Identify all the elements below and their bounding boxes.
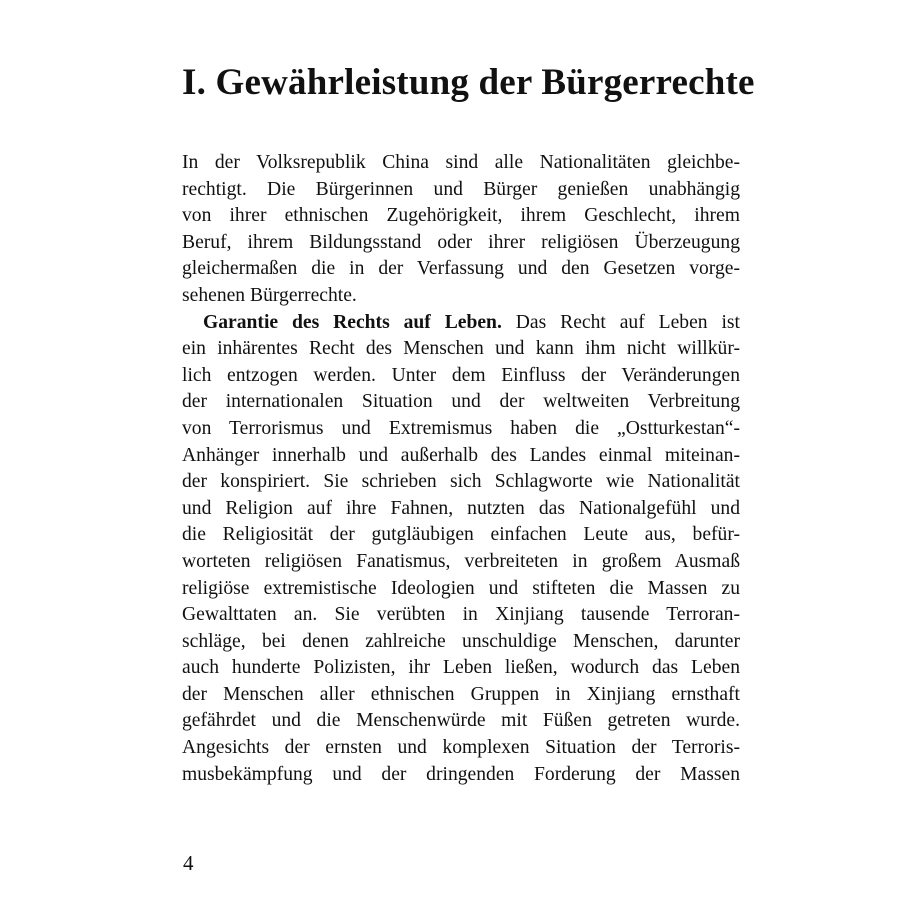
paragraph-2-line: ein inhärentes Recht des Menschen und kann ihm nicht willkür- bbox=[182, 338, 740, 360]
paragraph-2-line: der internationalen Situation und der weltweiten Verbreitung bbox=[182, 391, 740, 413]
paragraph-1-line: Beruf, ihrem Bildungsstand oder ihrer religiösen Überzeugung bbox=[182, 231, 740, 253]
paragraph-2-line: die Religiosität der gutgläubigen einfachen Leute aus, befür- bbox=[182, 524, 740, 546]
paragraph-2-line: religiöse extremistische Ideologien und stifteten die Massen zu bbox=[182, 577, 740, 599]
paragraph-1-line: rechtigt. Die Bürgerinnen und Bürger genießen unabhängig bbox=[182, 178, 740, 200]
paragraph-2-line: und Religion auf ihre Fahnen, nutzten das Nationalgefühl und bbox=[182, 497, 740, 519]
body-text bbox=[182, 150, 740, 788]
paragraph-1-line: In der Volksrepublik China sind alle Nationalitäten gleichbe- bbox=[182, 152, 740, 173]
paragraph-2-line: worteten religiösen Fanatismus, verbreiteten in großem Ausmaß bbox=[182, 550, 740, 572]
paragraph-1-line: sehenen Bürgerrechte. bbox=[182, 284, 357, 306]
paragraph-2-line: der konspiriert. Sie schrieben sich Schlagworte wie Nationalität bbox=[182, 471, 740, 493]
paragraph-2-line: Anhänger innerhalb und außerhalb des Landes einmal miteinan- bbox=[182, 444, 740, 466]
paragraph-2-line: Angesichts der ernsten und komplexen Situation der Terroris- bbox=[182, 737, 740, 759]
paragraph-1-line: gleichermaßen die in der Verfassung und den Gesetzen vorge- bbox=[182, 258, 740, 280]
paragraph-2-line: lich entzogen werden. Unter dem Einfluss der Veränderungen bbox=[182, 364, 740, 386]
paragraph-2-line: Gewalttaten an. Sie verübten in Xinjiang tausende Terroran- bbox=[182, 604, 740, 626]
paragraph-2-line: auch hunderte Polizisten, ihr Leben ließen, wodurch das Leben bbox=[182, 657, 740, 679]
paragraph-2-heading: Garantie des Rechts auf Leben. bbox=[203, 311, 502, 333]
paragraph-2-line: gefährdet und die Menschenwürde mit Füßen getreten wurde. bbox=[182, 710, 740, 732]
paragraph-2-line: schläge, bei denen zahlreiche unschuldige Menschen, darunter bbox=[182, 630, 740, 652]
paragraph-2-line: der Menschen aller ethnischen Gruppen in Xinjiang ernsthaft bbox=[182, 683, 740, 705]
page-number: 4 bbox=[183, 851, 194, 875]
paragraph-1-line: von ihrer ethnischen Zugehörigkeit, ihrem Geschlecht, ihrem bbox=[182, 205, 740, 227]
paragraph-2-line: musbekämpfung und der dringenden Forderung der Massen bbox=[182, 763, 740, 785]
paragraph-2-line: von Terrorismus und Extremismus haben die „Ostturkestan“- bbox=[182, 417, 740, 439]
section-title: I. Gewährleistung der Bürgerrechte bbox=[182, 62, 755, 103]
paragraph-2-first-line bbox=[182, 310, 740, 337]
paragraph-2-first-line-rest: Das Recht auf Leben ist bbox=[501, 311, 740, 333]
